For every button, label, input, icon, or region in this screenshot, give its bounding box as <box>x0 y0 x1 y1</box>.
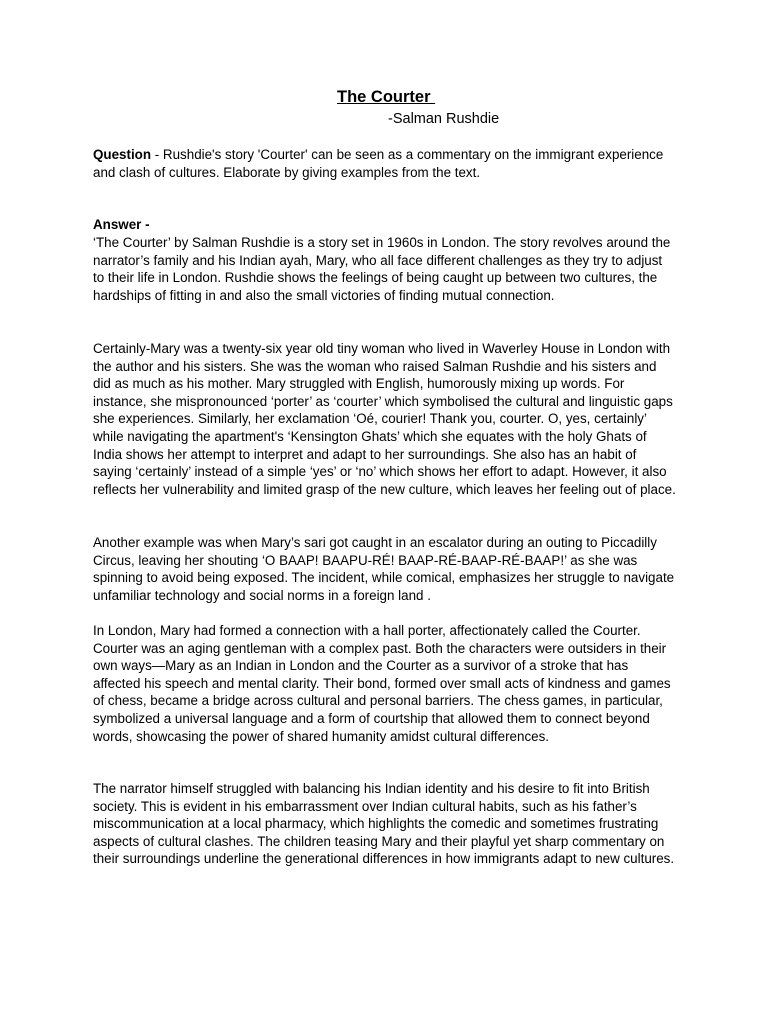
paragraph-text: The narrator himself struggled with balancing his Indian identity and his desire to fit into British society. This is evident in his embarrassment over Indian cultural habits, such as his father’s miscommunication at a local pharmacy, which highlights the comedic and sometimes frustrating aspects of cultural clashes. The children teasing Mary and their playful yet sharp commentary on their surroundings underline the generational differences in how immigrants adapt to new cultures. <box>93 781 675 867</box>
paragraph-text: Certainly-Mary was a twenty-six year old tiny woman who lived in Waverley House in London with the author and his sisters. She was the woman who raised Salman Rushdie and his sisters and did as much as his mother. Mary struggled with English, humorously mixing up words. For instance, she mispronounced ‘porter’ as ‘courter’ which symbolised the cultural and linguistic gaps she experiences. Similarly, her exclamation ‘Oé, courier! Thank you, courter. O, yes, certainly’ while navigating the apartment's ‘Kensington Ghats’ which she equates with the holy Ghats of India shows her attempt to interpret and adapt to her surroundings. She also has an habit of saying ‘certainly’ instead of a simple ‘yes’ or ‘no’ which shows her effort to adapt. However, it also reflects her vulnerability and limited grasp of the new culture, which leaves her feeling out of place. <box>93 341 676 497</box>
question-label: Question <box>93 147 152 162</box>
document-title: The Courter <box>337 88 436 106</box>
answer-label: Answer - <box>93 217 150 232</box>
answer-paragraph <box>93 534 676 604</box>
paragraph-text: In London, Mary had formed a connection with a hall porter, affectionately called the Courter. Courter was an aging gentleman with a complex past. Both the characters were outsiders in their own ways—Mary as an Indian in London and the Courter as a survivor of a stroke that has affected his speech and mental clarity. Their bond, formed over small acts of kindness and games of chess, became a bridge across cultural and personal barriers. The chess games, in particular, symbolized a universal language and a form of courtship that allowed them to connect beyond words, showcasing the power of shared humanity amidst cultural differences. <box>93 623 671 744</box>
answer-paragraph <box>93 234 676 304</box>
answer-paragraph <box>93 622 676 745</box>
document-author: -Salman Rushdie <box>388 111 500 127</box>
answer-paragraph <box>93 780 676 868</box>
question-block <box>93 146 676 181</box>
answer-paragraph <box>93 340 676 498</box>
question-text: - Rushdie's story 'Courter' can be seen as a commentary on the immigrant experience and clash of cultures. Elaborate by giving examples from the text. <box>93 147 664 180</box>
answer-label-block <box>93 216 676 234</box>
paragraph-text: Another example was when Mary’s sari got caught in an escalator during an outing to Piccadilly Circus, leaving her shouting ‘O BAAP! BAAPU-RÉ! BAAP-RÉ-BAAP-RÉ-BAAP!’ as she was spinning to avoid being exposed. The incident, while comical, emphasizes her struggle to navigate unfamiliar technology and social norms in a foreign land . <box>93 535 675 603</box>
paragraph-text: ‘The Courter’ by Salman Rushdie is a story set in 1960s in London. The story revolves around the narrator’s family and his Indian ayah, Mary, who all face different challenges as they try to adjust to their life in London. Rushdie shows the feelings of being caught up between two cultures, the hardships of fitting in and also the small victories of finding mutual connection. <box>93 235 671 303</box>
